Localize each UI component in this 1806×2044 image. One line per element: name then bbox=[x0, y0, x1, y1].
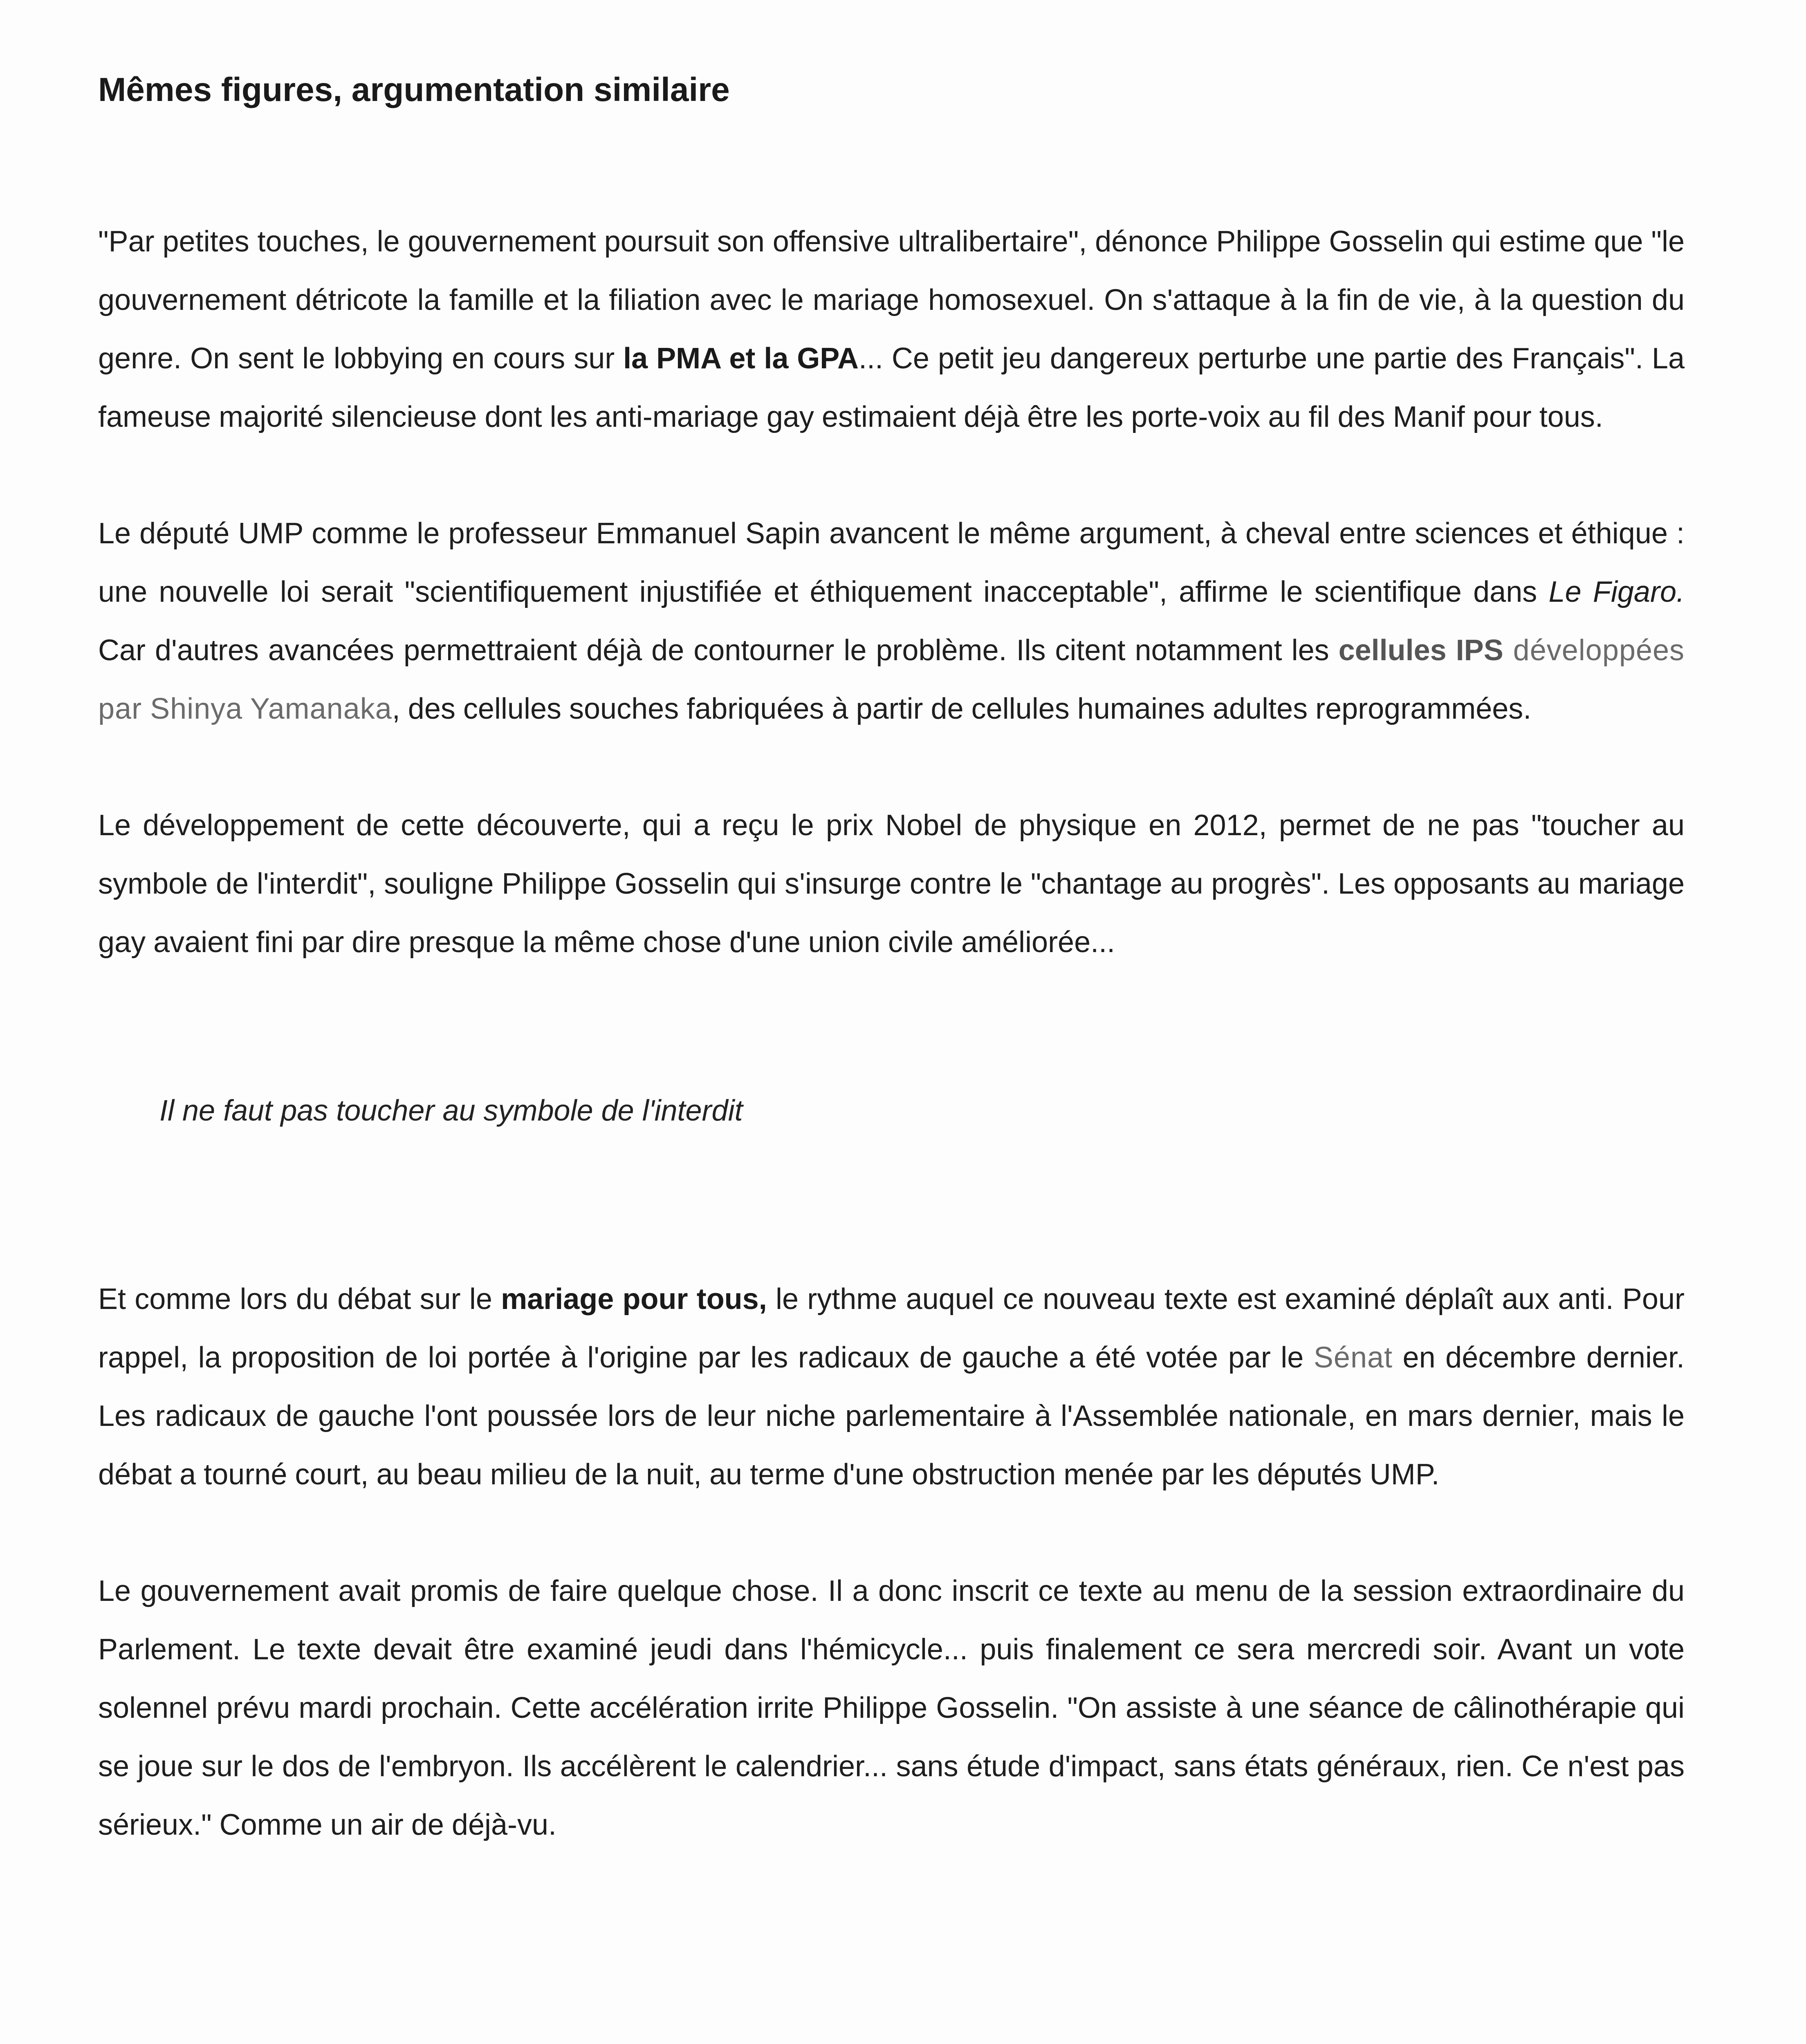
pull-quote: Il ne faut pas toucher au symbole de l'interdit bbox=[159, 1094, 743, 1127]
senat-link[interactable]: Sénat bbox=[1313, 1341, 1393, 1374]
paragraph-1-text-2: ... Ce petit jeu dangereux perturbe une partie des Français". La fameuse majorité silencieuse dont les anti-mariage gay estimaient déjà être les porte-voix au fil des Manif pour tous. bbox=[98, 342, 1685, 433]
paragraph-1-bold-pma-gpa: la PMA et la GPA bbox=[623, 342, 859, 375]
paragraph-4-bold-mariage-pour-tous: mariage pour tous, bbox=[501, 1283, 767, 1316]
paragraph-2-text-2: Car d'autres avancées permettraient déjà de contourner le problème. Ils citent notamment les bbox=[98, 634, 1339, 667]
paragraph-3-text-1: Le développement de cette découverte, qui a reçu le prix Nobel de physique en 2012, permet de ne pas "toucher au symbole de l'interdit", souligne Philippe Gosselin qui s'insurge contre le "chantage au progrès". Les opposants au mariage gay avaient fini par dire presque la même chose d'une union civile améliorée... bbox=[98, 809, 1685, 959]
paragraph-1 bbox=[98, 213, 1685, 446]
paragraph-1-text-1: "Par petites touches, le gouvernement poursuit son offensive ultralibertaire", dénonce Philippe Gosselin qui estime que "le gouvernement détricote la famille et la filiation avec le mariage homosexuel. On s'attaque à la fin de vie, à la question du genre. On sent le lobbying en cours sur bbox=[98, 225, 1685, 375]
paragraph-5-text-1: Le gouvernement avait promis de faire quelque chose. Il a donc inscrit ce texte au menu de la session extraordinaire du Parlement. Le texte devait être examiné jeudi dans l'hémicycle... puis finalement ce sera mercredi soir. Avant un vote solennel prévu mardi prochain. Cette accélération irrite Philippe Gosselin. "On assiste à une séance de câlinothérapie qui se joue sur le dos de l'embryon. Ils accélèrent le calendrier... sans étude d'impact, sans états généraux, rien. Ce n'est pas sérieux." Comme un air de déjà-vu. bbox=[98, 1575, 1685, 1841]
paragraph-3 bbox=[98, 796, 1685, 972]
paragraph-2 bbox=[98, 504, 1685, 738]
paragraph-4-text-2: le rythme auquel ce nouveau texte est examiné déplaît aux anti. Pour rappel, la proposition de loi portée à l'origine par les radicaux de gauche a été votée par le bbox=[98, 1283, 1685, 1374]
cellules-ips-link[interactable]: cellules IPS bbox=[1338, 634, 1503, 667]
paragraph-4-text-3: en décembre dernier. Les radicaux de gauche l'ont poussée lors de leur niche parlementaire à l'Assemblée nationale, en mars dernier, mais le débat a tourné court, au beau milieu de la nuit, au terme d'une obstruction menée par les députés UMP. bbox=[98, 1341, 1685, 1491]
paragraph-2-italic-le-figaro: Le Figaro. bbox=[1548, 576, 1685, 608]
paragraph-5 bbox=[98, 1562, 1685, 1854]
paragraph-2-text-3: , des cellules souches fabriquées à partir de cellules humaines adultes reprogrammées. bbox=[392, 693, 1532, 725]
article-body bbox=[98, 69, 1685, 1854]
yamanaka-link[interactable]: développées par Shinya Yamanaka bbox=[98, 634, 1685, 725]
paragraph-2-text-1: Le député UMP comme le professeur Emmanuel Sapin avancent le même argument, à cheval entre sciences et éthique : une nouvelle loi serait "scientifiquement injustifiée et éthiquement inacceptable", affirme le scientifique dans bbox=[98, 517, 1685, 608]
paragraph-4 bbox=[98, 1270, 1685, 1504]
paragraph-4-text-1: Et comme lors du débat sur le bbox=[98, 1283, 501, 1316]
section-heading: Mêmes figures, argumentation similaire bbox=[98, 71, 730, 108]
